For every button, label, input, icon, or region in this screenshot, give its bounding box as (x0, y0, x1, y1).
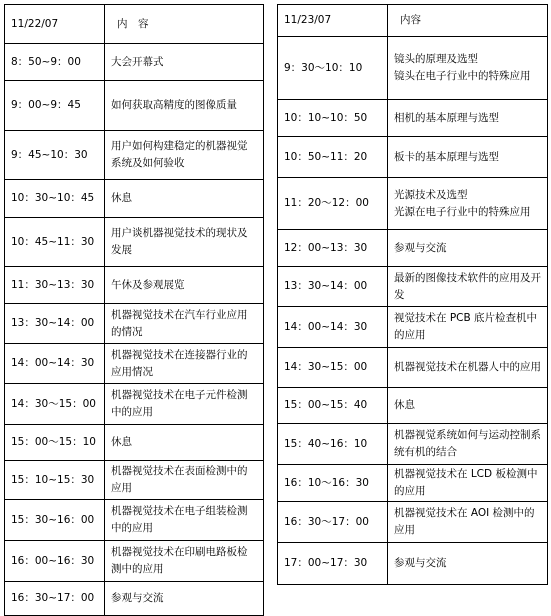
topic-cell (105, 582, 264, 616)
topic-cell (388, 388, 548, 424)
time-cell: 11：20～12：00 (278, 178, 388, 230)
topic-line: 机器视觉技术在汽车行业应用的情况 (111, 308, 248, 338)
time-cell: 13：30~14：00 (5, 304, 105, 344)
schedule-row (278, 465, 548, 502)
schedule-body-day2 (278, 5, 548, 585)
time-cell: 8：50~9：00 (5, 44, 105, 81)
content-header: 内 容 (105, 5, 264, 44)
schedule-row (5, 304, 264, 344)
content-header: 内容 (388, 5, 548, 37)
topic-cell (105, 81, 264, 131)
time-cell: 17：00~17：30 (278, 543, 388, 585)
topic-line: 机器视觉技术在 AOI 检测中的应用 (394, 507, 535, 536)
topic-line: 机器视觉技术在 LCD 板检测中的应用 (394, 468, 538, 497)
topic-line-2: 光源在电子行业中的特殊应用 (394, 205, 531, 218)
topic-line: 最新的图像技术软件的应用及开发 (394, 271, 541, 301)
topic-line: 机器视觉系统如何与运动控制系统有机的结合 (394, 429, 541, 458)
header-row (278, 5, 548, 37)
time-cell: 15：40~16：10 (278, 424, 388, 465)
topic-cell (388, 230, 548, 267)
schedule-row (5, 218, 264, 267)
schedule-row (5, 180, 264, 218)
time-cell: 14：30～15：00 (5, 384, 105, 425)
topic-line: 相机的基本原理与选型 (394, 111, 499, 124)
topic-line: 参观与交流 (394, 557, 447, 569)
schedule-row (5, 131, 264, 180)
time-cell: 11：30~13：30 (5, 267, 105, 304)
schedule-row (278, 37, 548, 100)
time-cell: 15：00～15：10 (5, 425, 105, 461)
schedule-row (278, 100, 548, 137)
topic-line: 参观与交流 (111, 592, 164, 604)
topic-cell (105, 384, 264, 425)
schedule-row (5, 267, 264, 304)
time-cell: 10：30~10：45 (5, 180, 105, 218)
header-row (5, 5, 264, 44)
topic-line: 机器视觉技术在机器人中的应用 (394, 361, 541, 373)
topic-cell (105, 218, 264, 267)
time-cell: 15：30~16：00 (5, 500, 105, 541)
topic-line: 用户谈机器视觉技术的现状及发展 (111, 227, 248, 256)
schedule-row (5, 44, 264, 81)
time-cell: 14：00~14：30 (5, 344, 105, 384)
time-cell: 16：00~16：30 (5, 541, 105, 582)
time-cell: 16：10～16：30 (278, 465, 388, 502)
topic-cell (388, 100, 548, 137)
schedule-row (278, 137, 548, 178)
time-cell: 10：45~11：30 (5, 218, 105, 267)
time-cell: 12：00~13：30 (278, 230, 388, 267)
topic-cell (388, 178, 548, 230)
time-cell: 15：00~15：40 (278, 388, 388, 424)
time-cell: 9：00~9：45 (5, 81, 105, 131)
schedule-table-day2 (277, 4, 548, 585)
topic-cell (105, 267, 264, 304)
topic-cell (105, 131, 264, 180)
schedule-row (5, 582, 264, 616)
topic-line: 用户如何构建稳定的机器视觉系统及如何验收 (111, 140, 248, 169)
date-header: 11/22/07 (5, 5, 105, 44)
date-header: 11/23/07 (278, 5, 388, 37)
topic-line: 休息 (394, 399, 415, 411)
time-cell: 16：30~17：00 (5, 582, 105, 616)
schedule-row (5, 541, 264, 582)
topic-cell (388, 267, 548, 307)
time-cell: 13：30~14：00 (278, 267, 388, 307)
topic-line: 参观与交流 (394, 241, 447, 254)
schedule-body-day1 (5, 5, 264, 616)
schedule-row (278, 388, 548, 424)
schedule-row (278, 307, 548, 348)
topic-cell (105, 541, 264, 582)
topic-line: 机器视觉技术在电子组装检测中的应用 (111, 505, 248, 534)
topic-cell (105, 461, 264, 500)
time-cell: 14：30~15：00 (278, 348, 388, 388)
topic-cell (388, 37, 548, 100)
topic-cell (105, 304, 264, 344)
schedule-row (5, 500, 264, 541)
schedule-row (5, 344, 264, 384)
topic-cell (388, 543, 548, 585)
schedule-row (278, 348, 548, 388)
time-cell: 15：10~15：30 (5, 461, 105, 500)
schedule-row (5, 425, 264, 461)
schedule-row (278, 543, 548, 585)
schedule-row (278, 424, 548, 465)
topic-cell (105, 500, 264, 541)
topic-cell (105, 44, 264, 81)
topic-line: 视觉技术在 PCB 底片检查机中的应用 (394, 312, 538, 341)
topic-line: 机器视觉技术在电子元件检测中的应用 (111, 389, 248, 418)
time-cell: 10：10~10：50 (278, 100, 388, 137)
time-cell: 16：30～17：00 (278, 502, 388, 543)
topic-cell (105, 344, 264, 384)
topic-cell (105, 425, 264, 461)
topic-line: 休息 (111, 436, 132, 448)
topic-line: 如何获取高精度的图像质量 (111, 99, 237, 111)
schedule-row (5, 384, 264, 425)
topic-line: 机器视觉技术在印刷电路板检测中的应用 (111, 546, 248, 575)
schedule-row (278, 502, 548, 543)
time-cell: 9：45~10：30 (5, 131, 105, 180)
topic-line: 镜头的原理及选型 (394, 53, 478, 65)
time-cell: 14：00~14：30 (278, 307, 388, 348)
schedule-row (5, 81, 264, 131)
schedule-table-day1 (4, 4, 264, 616)
topic-cell (388, 137, 548, 178)
topic-line: 光源技术及选型 (394, 188, 468, 201)
time-cell: 10：50~11：20 (278, 137, 388, 178)
topic-line: 休息 (111, 192, 132, 204)
topic-line: 大会开幕式 (111, 55, 164, 68)
schedule-row (278, 178, 548, 230)
topic-line: 机器视觉技术在连接器行业的应用情况 (111, 348, 248, 378)
topic-cell (388, 307, 548, 348)
topic-line: 板卡的基本原理与选型 (394, 150, 499, 163)
topic-cell (388, 348, 548, 388)
topic-cell (388, 424, 548, 465)
schedule-row (5, 461, 264, 500)
topic-line: 午休及参观展览 (111, 278, 185, 291)
schedule-row (278, 267, 548, 307)
topic-cell (105, 180, 264, 218)
schedule-row (278, 230, 548, 267)
time-cell: 9：30～10：10 (278, 37, 388, 100)
topic-line-2: 镜头在电子行业中的特殊应用 (394, 70, 531, 82)
topic-cell (388, 465, 548, 502)
topic-line: 机器视觉技术在表面检测中的应用 (111, 465, 248, 494)
topic-cell (388, 502, 548, 543)
